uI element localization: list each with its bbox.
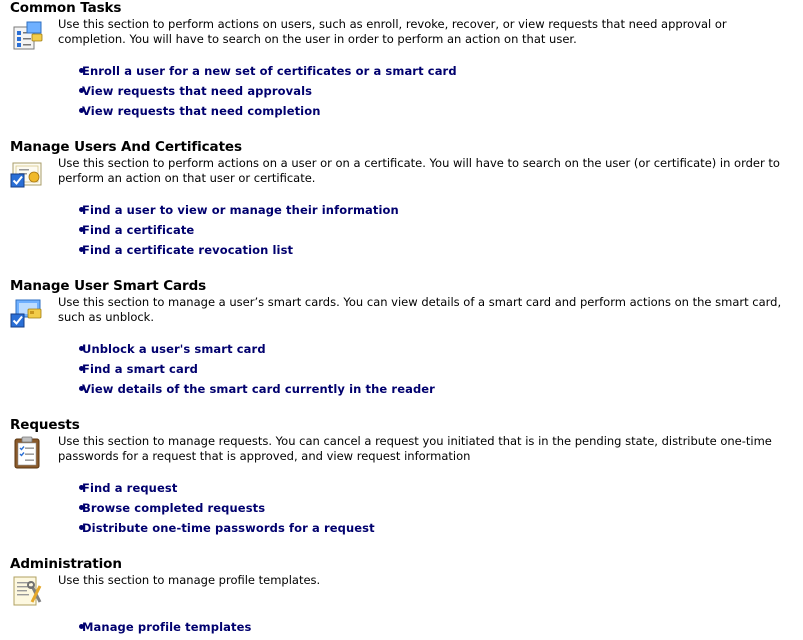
section-title: Manage User Smart Cards [10,278,207,294]
section-manage-users-certificates [0,139,803,264]
link-browse-completed-requests[interactable]: Browse completed requests [82,501,266,515]
link-find-user[interactable]: Find a user to view or manage their information [82,203,399,217]
tasks-icon [10,18,44,52]
link-view-requests-approvals[interactable]: View requests that need approvals [82,84,313,98]
link-view-requests-completion[interactable]: View requests that need completion [82,104,321,118]
link-view-smart-card-details[interactable]: View details of the smart card currently in the reader [82,382,435,396]
section-title: Manage Users And Certificates [10,139,242,155]
link-distribute-otp[interactable]: Distribute one-time passwords for a request [82,521,375,535]
section-description: Use this section to manage a user’s smart cards. You can view details of a smart card and perform actions on the smart card, such as unblock. [58,295,782,324]
link-enroll-user[interactable]: Enroll a user for a new set of certificates or a smart card [82,64,457,78]
section-requests [0,417,803,542]
section-title: Common Tasks [10,0,122,16]
section-description: Use this section to perform actions on users, such as enroll, revoke, recover, or view requests that need approval or completion. You will have to search on the user in order to perform an action on that user. [58,17,727,46]
clipboard-icon [10,435,44,469]
link-find-crl[interactable]: Find a certificate revocation list [82,243,294,257]
section-description: Use this section to perform actions on a user or on a certificate. You will have to search on the user (or certificate) in order to perform an action on that user or certificate. [58,156,780,185]
section-common-tasks [0,0,803,125]
section-administration [0,556,803,640]
section-description: Use this section to manage profile templates. [58,573,321,587]
section-manage-smart-cards [0,278,803,403]
certificate-icon [10,157,44,191]
section-title: Administration [10,556,122,572]
link-unblock-smart-card[interactable]: Unblock a user's smart card [82,342,266,356]
admin-tools-icon [10,574,44,608]
link-manage-profile-templates[interactable]: Manage profile templates [82,620,252,634]
link-find-certificate[interactable]: Find a certificate [82,223,195,237]
smart-card-icon [10,296,44,330]
section-description: Use this section to manage requests. You can cancel a request you initiated that is in the pending state, distribute one-time passwords for a request that is approved, and view request information [58,434,772,463]
section-title: Requests [10,417,80,433]
link-find-request[interactable]: Find a request [82,481,178,495]
link-find-smart-card[interactable]: Find a smart card [82,362,198,376]
